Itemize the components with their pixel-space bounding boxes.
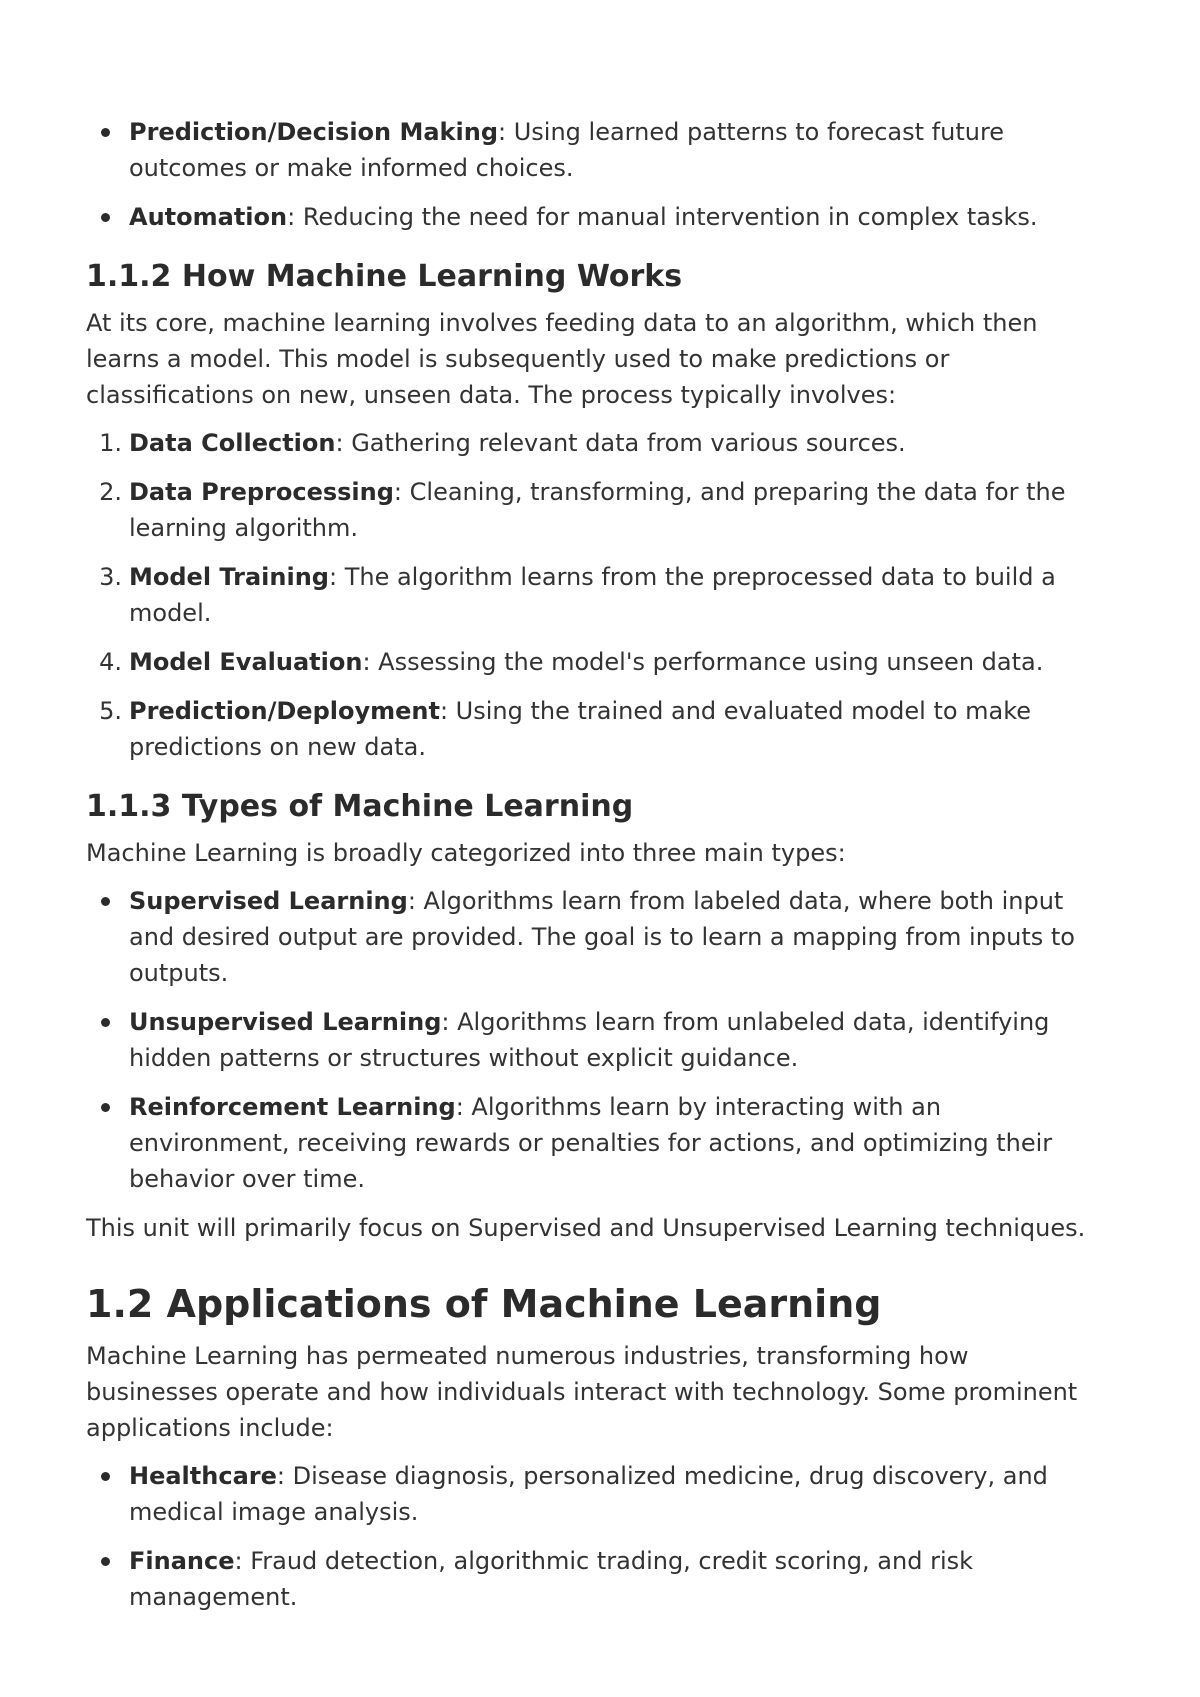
types-intro: Machine Learning is broadly categorized into three main types: bbox=[86, 839, 846, 867]
bullet-text: : Fraud detection, algorithmic trading, credit scoring, and risk management. bbox=[129, 1547, 974, 1611]
step-text: : Assessing the model's performance using unseen data. bbox=[362, 648, 1044, 676]
bullet-term: Healthcare bbox=[129, 1462, 277, 1490]
bullet-dot bbox=[101, 1557, 110, 1566]
list-item bbox=[86, 1458, 1090, 1530]
list-item bbox=[86, 474, 1090, 546]
list-item bbox=[86, 1004, 1090, 1076]
ml-types-list bbox=[86, 883, 1090, 1197]
step-number: 1. bbox=[99, 429, 122, 457]
step-number: 5. bbox=[99, 697, 122, 725]
section-heading-applications: 1.2 Applications of Machine Learning bbox=[86, 1282, 882, 1326]
list-item bbox=[86, 693, 1090, 765]
step-text: : Using the trained and evaluated model to make predictions on new data. bbox=[129, 697, 1032, 761]
bullet-term: Finance bbox=[129, 1547, 235, 1575]
bullet-term: Supervised Learning bbox=[129, 887, 408, 915]
bullet-text: : Algorithms learn from labeled data, where both input and desired output are provided. The goal is to learn a mapping from inputs to outputs. bbox=[129, 887, 1075, 987]
process-steps-list bbox=[86, 425, 1090, 765]
bullet-text: : Disease diagnosis, personalized medicine, drug discovery, and medical image analysis. bbox=[129, 1462, 1048, 1526]
list-item bbox=[86, 199, 1090, 235]
step-term: Prediction/Deployment bbox=[129, 697, 440, 725]
applications-intro: Machine Learning has permeated numerous industries, transforming how businesses operate and how individuals interact with technology. Some prominent applications include: bbox=[86, 1342, 1078, 1442]
step-term: Data Preprocessing bbox=[129, 478, 394, 506]
bullet-term: Reinforcement Learning bbox=[129, 1093, 456, 1121]
bullet-dot bbox=[101, 1472, 110, 1481]
bullet-term: Unsupervised Learning bbox=[129, 1008, 442, 1036]
types-outro: This unit will primarily focus on Supervised and Unsupervised Learning techniques. bbox=[86, 1214, 1086, 1242]
step-term: Data Collection bbox=[129, 429, 336, 457]
bullet-term: Automation bbox=[129, 203, 288, 231]
section-heading-types-of-ml: 1.1.3 Types of Machine Learning bbox=[86, 789, 634, 824]
list-item bbox=[86, 1543, 1090, 1615]
bullet-text: : Using learned patterns to forecast future outcomes or make informed choices. bbox=[129, 118, 1005, 182]
step-text: : The algorithm learns from the preprocessed data to build a model. bbox=[129, 563, 1056, 627]
bullet-text: : Algorithms learn from unlabeled data, identifying hidden patterns or structures without explicit guidance. bbox=[129, 1008, 1050, 1072]
bullet-dot bbox=[101, 213, 110, 222]
list-item bbox=[86, 644, 1090, 680]
list-item bbox=[86, 1089, 1090, 1197]
step-text: : Cleaning, transforming, and preparing the data for the learning algorithm. bbox=[129, 478, 1066, 542]
step-term: Model Evaluation bbox=[129, 648, 363, 676]
bullet-text: : Algorithms learn by interacting with an environment, receiving rewards or penalties for actions, and optimizing their behavior over time. bbox=[129, 1093, 1053, 1193]
step-number: 4. bbox=[99, 648, 122, 676]
section-heading-how-ml-works: 1.1.2 How Machine Learning Works bbox=[86, 259, 683, 294]
bullet-term: Prediction/Decision Making bbox=[129, 118, 498, 146]
bullet-dot bbox=[101, 1103, 110, 1112]
how-ml-works-intro: At its core, machine learning involves feeding data to an algorithm, which then learns a model. This model is subsequently used to make predictions or classifications on new, unseen data. The process typically involves: bbox=[86, 309, 1038, 409]
bullet-dot bbox=[101, 1018, 110, 1027]
list-item bbox=[86, 114, 1090, 186]
step-text: : Gathering relevant data from various sources. bbox=[335, 429, 906, 457]
step-number: 2. bbox=[99, 478, 122, 506]
bullet-text: : Reducing the need for manual intervention in complex tasks. bbox=[287, 203, 1038, 231]
list-item bbox=[86, 425, 1090, 461]
step-number: 3. bbox=[99, 563, 122, 591]
list-item bbox=[86, 883, 1090, 991]
step-term: Model Training bbox=[129, 563, 329, 591]
top-bullet-list bbox=[86, 114, 1090, 235]
list-item bbox=[86, 559, 1090, 631]
bullet-dot bbox=[101, 897, 110, 906]
bullet-dot bbox=[101, 128, 110, 137]
applications-list bbox=[86, 1458, 1090, 1615]
